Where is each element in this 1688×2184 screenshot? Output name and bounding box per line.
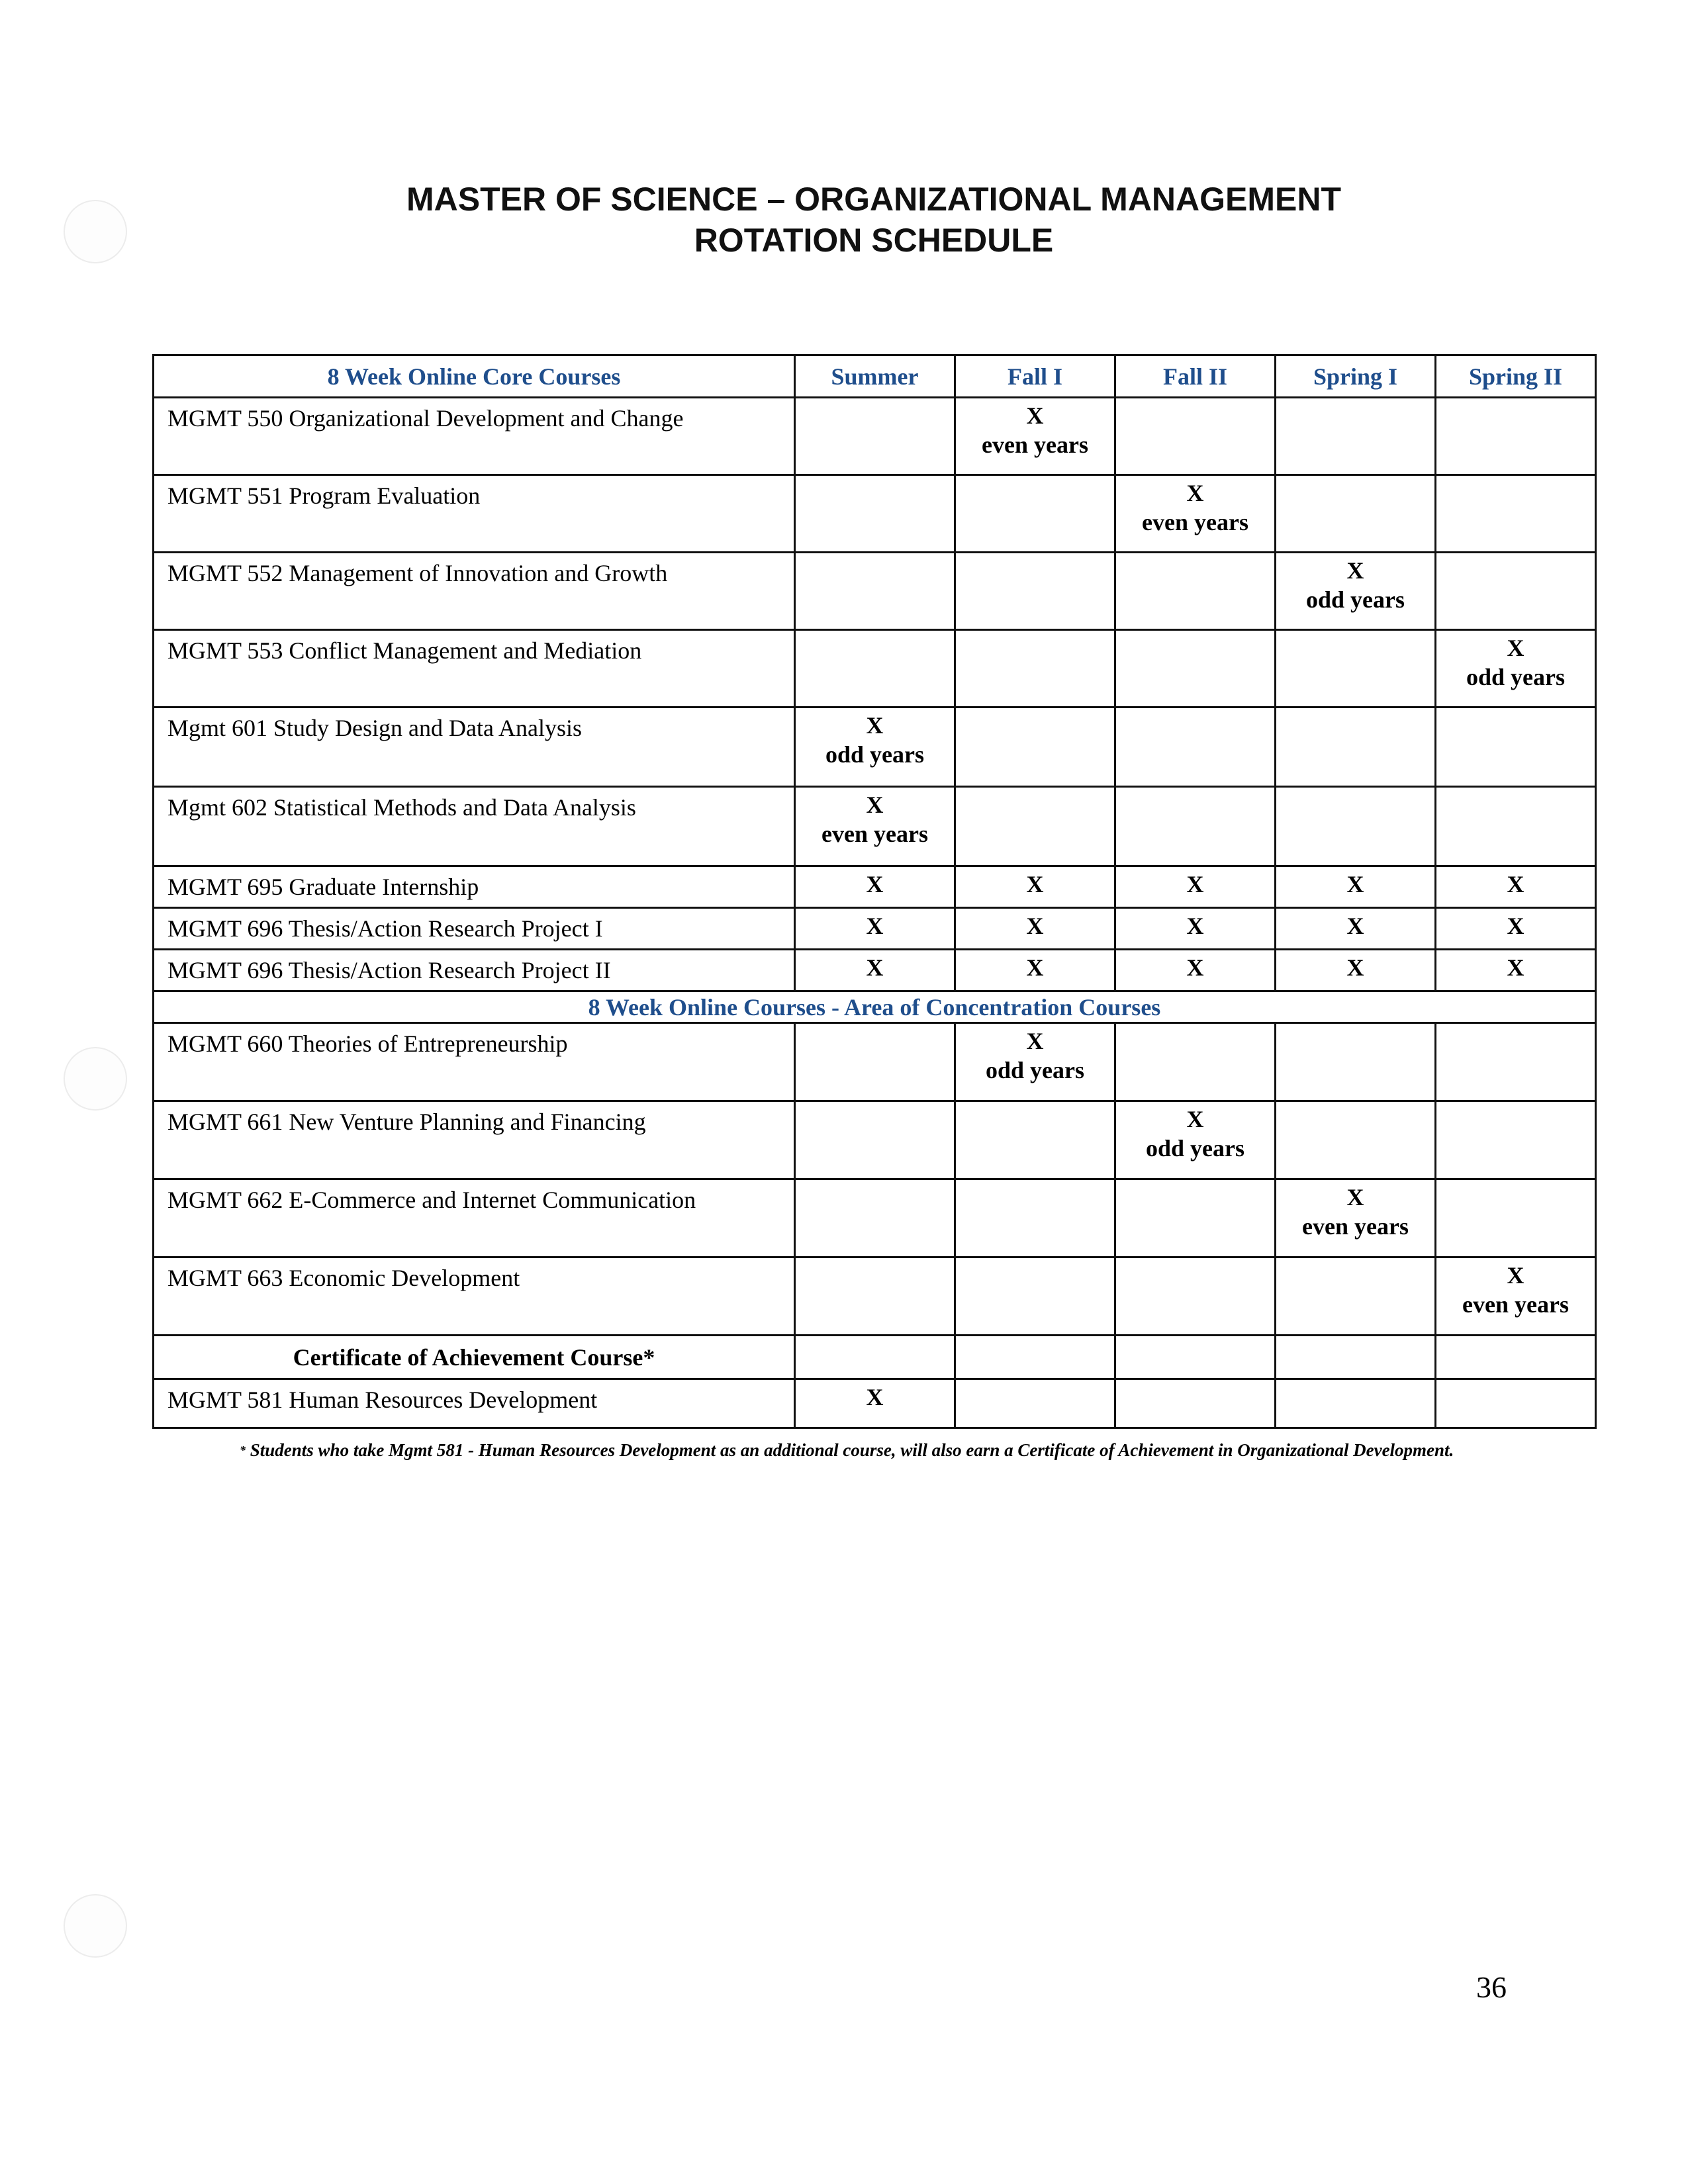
course-name: MGMT 551 Program Evaluation xyxy=(154,475,795,553)
table-row xyxy=(154,866,1596,908)
course-name: MGMT 581 Human Resources Development xyxy=(154,1379,795,1428)
term-cell xyxy=(795,1101,955,1179)
term-cell xyxy=(1436,1336,1596,1379)
offered-mark: X xyxy=(1507,1262,1524,1289)
concentration-section-header: 8 Week Online Courses - Area of Concentration Courses xyxy=(154,991,1596,1023)
table-row xyxy=(154,398,1596,475)
term-header: Summer xyxy=(795,355,955,398)
term-cell xyxy=(955,866,1115,908)
term-cell xyxy=(1436,553,1596,630)
term-cell xyxy=(1115,1336,1276,1379)
term-cell xyxy=(795,1023,955,1101)
course-name: Mgmt 601 Study Design and Data Analysis xyxy=(154,707,795,787)
term-cell xyxy=(955,787,1115,866)
table-row xyxy=(154,787,1596,866)
term-cell xyxy=(1115,630,1276,707)
year-note: odd years xyxy=(1305,586,1405,613)
table-row xyxy=(154,1101,1596,1179)
term-cell xyxy=(795,1257,955,1336)
offered-mark: X xyxy=(1346,557,1364,584)
course-name: MGMT 661 New Venture Planning and Financing xyxy=(154,1101,795,1179)
term-cell xyxy=(1436,1023,1596,1101)
term-cell xyxy=(1276,707,1436,787)
term-cell xyxy=(1115,1257,1276,1336)
term-cell xyxy=(1115,707,1276,787)
term-cell xyxy=(795,630,955,707)
certificate-header: Certificate of Achievement Course* xyxy=(154,1336,795,1379)
offered-mark: X xyxy=(1026,913,1044,939)
term-cell xyxy=(955,1257,1115,1336)
course-name: MGMT 550 Organizational Development and Change xyxy=(154,398,795,475)
offered-mark: X xyxy=(1026,1028,1044,1054)
course-name: MGMT 660 Theories of Entrepreneurship xyxy=(154,1023,795,1101)
offered-mark: X xyxy=(866,792,884,818)
table-row xyxy=(154,991,1596,1023)
schedule-body xyxy=(154,355,1596,1428)
term-cell xyxy=(795,950,955,991)
term-cell xyxy=(795,707,955,787)
term-header: Spring I xyxy=(1276,355,1436,398)
term-cell xyxy=(1276,1179,1436,1257)
term-cell xyxy=(1115,553,1276,630)
term-cell xyxy=(1115,1379,1276,1428)
rotation-schedule-table xyxy=(152,354,1597,1429)
term-cell xyxy=(955,1379,1115,1428)
term-cell xyxy=(1436,866,1596,908)
table-row xyxy=(154,1179,1596,1257)
year-note: odd years xyxy=(1466,664,1565,690)
offered-mark: X xyxy=(1186,954,1204,981)
term-header: Fall II xyxy=(1115,355,1276,398)
term-cell xyxy=(955,1336,1115,1379)
term-cell xyxy=(955,1101,1115,1179)
table-row xyxy=(154,553,1596,630)
offered-mark: X xyxy=(1346,871,1364,897)
term-cell xyxy=(1115,398,1276,475)
offered-mark: X xyxy=(1346,1184,1364,1210)
course-name: MGMT 552 Management of Innovation and Growth xyxy=(154,553,795,630)
offered-mark: X xyxy=(1026,954,1044,981)
course-name: MGMT 663 Economic Development xyxy=(154,1257,795,1336)
term-cell xyxy=(1276,630,1436,707)
term-cell xyxy=(1115,1179,1276,1257)
table-row xyxy=(154,1257,1596,1336)
document-title-line2: ROTATION SCHEDULE xyxy=(694,222,1054,259)
term-cell xyxy=(1276,1379,1436,1428)
offered-mark: X xyxy=(1507,954,1524,981)
term-cell xyxy=(955,553,1115,630)
term-cell xyxy=(1436,475,1596,553)
term-cell xyxy=(955,707,1115,787)
term-cell xyxy=(795,475,955,553)
term-cell xyxy=(1115,950,1276,991)
course-name: MGMT 696 Thesis/Action Research Project I xyxy=(154,908,795,950)
term-cell xyxy=(795,398,955,475)
term-cell xyxy=(955,908,1115,950)
term-cell xyxy=(795,1179,955,1257)
term-cell xyxy=(1276,1336,1436,1379)
offered-mark: X xyxy=(866,954,884,981)
year-note: even years xyxy=(1142,509,1248,535)
offered-mark: X xyxy=(1026,402,1044,429)
term-cell xyxy=(1276,866,1436,908)
table-row xyxy=(154,707,1596,787)
term-cell xyxy=(1276,475,1436,553)
term-cell xyxy=(795,866,955,908)
term-cell xyxy=(955,950,1115,991)
offered-mark: X xyxy=(866,913,884,939)
term-cell xyxy=(955,1179,1115,1257)
table-row xyxy=(154,1336,1596,1379)
term-cell xyxy=(1115,1023,1276,1101)
page-number: 36 xyxy=(1476,1970,1507,2004)
term-cell xyxy=(1276,950,1436,991)
course-name: MGMT 696 Thesis/Action Research Project II xyxy=(154,950,795,991)
offered-mark: X xyxy=(1026,871,1044,897)
term-cell xyxy=(1276,787,1436,866)
offered-mark: X xyxy=(866,1384,884,1410)
term-cell xyxy=(1276,1101,1436,1179)
document-title-line1: MASTER OF SCIENCE – ORGANIZATIONAL MANAGEMENT xyxy=(406,181,1342,218)
year-note: odd years xyxy=(1145,1135,1244,1161)
table-row xyxy=(154,475,1596,553)
course-name: MGMT 662 E-Commerce and Internet Communication xyxy=(154,1179,795,1257)
term-cell xyxy=(1436,908,1596,950)
offered-mark: X xyxy=(1186,1106,1204,1132)
term-cell xyxy=(1115,1101,1276,1179)
year-note: even years xyxy=(1462,1291,1569,1318)
term-cell xyxy=(795,553,955,630)
footnote-marker: * xyxy=(240,1443,246,1457)
table-row xyxy=(154,950,1596,991)
term-cell xyxy=(1276,1257,1436,1336)
term-cell xyxy=(1276,553,1436,630)
offered-mark: X xyxy=(1346,954,1364,981)
offered-mark: X xyxy=(1507,635,1524,661)
term-cell xyxy=(1436,787,1596,866)
offered-mark: X xyxy=(1346,913,1364,939)
core-section-header: 8 Week Online Core Courses xyxy=(154,355,795,398)
term-cell xyxy=(795,908,955,950)
offered-mark: X xyxy=(866,712,884,739)
term-cell xyxy=(955,475,1115,553)
term-cell xyxy=(1115,787,1276,866)
course-name: MGMT 695 Graduate Internship xyxy=(154,866,795,908)
term-cell xyxy=(955,630,1115,707)
year-note: even years xyxy=(982,432,1088,458)
term-cell xyxy=(1436,950,1596,991)
term-cell xyxy=(1276,908,1436,950)
term-cell xyxy=(1436,1179,1596,1257)
binder-hole-bottom xyxy=(64,1894,127,1958)
term-header: Fall I xyxy=(955,355,1115,398)
footnote-text: Students who take Mgmt 581 - Human Resources Development as an additional course, will also earn a Certificate of Achievement in Organizational Development. xyxy=(250,1440,1454,1460)
term-cell xyxy=(1115,866,1276,908)
year-note: odd years xyxy=(825,741,924,768)
footnote xyxy=(240,1437,1484,1463)
term-cell xyxy=(795,1379,955,1428)
offered-mark: X xyxy=(1186,480,1204,506)
term-cell xyxy=(1436,630,1596,707)
offered-mark: X xyxy=(1507,913,1524,939)
term-header: Spring II xyxy=(1436,355,1596,398)
offered-mark: X xyxy=(1507,871,1524,897)
term-cell xyxy=(955,1023,1115,1101)
term-cell xyxy=(1436,1257,1596,1336)
term-cell xyxy=(795,1336,955,1379)
year-note: even years xyxy=(1302,1213,1409,1240)
table-row xyxy=(154,1379,1596,1428)
offered-mark: X xyxy=(866,871,884,897)
course-name: MGMT 553 Conflict Management and Mediation xyxy=(154,630,795,707)
offered-mark: X xyxy=(1186,871,1204,897)
term-cell xyxy=(955,398,1115,475)
term-cell xyxy=(1115,908,1276,950)
term-cell xyxy=(1276,1023,1436,1101)
term-cell xyxy=(1276,398,1436,475)
term-cell xyxy=(1436,1101,1596,1179)
term-cell xyxy=(1436,398,1596,475)
term-cell xyxy=(1115,475,1276,553)
term-cell xyxy=(1436,1379,1596,1428)
table-row xyxy=(154,355,1596,398)
binder-hole-middle xyxy=(64,1047,127,1111)
offered-mark: X xyxy=(1186,913,1204,939)
year-note: odd years xyxy=(985,1057,1084,1083)
term-cell xyxy=(795,787,955,866)
table-row xyxy=(154,630,1596,707)
course-name: Mgmt 602 Statistical Methods and Data Analysis xyxy=(154,787,795,866)
table-row xyxy=(154,908,1596,950)
table-row xyxy=(154,1023,1596,1101)
year-note: even years xyxy=(821,821,928,847)
term-cell xyxy=(1436,707,1596,787)
